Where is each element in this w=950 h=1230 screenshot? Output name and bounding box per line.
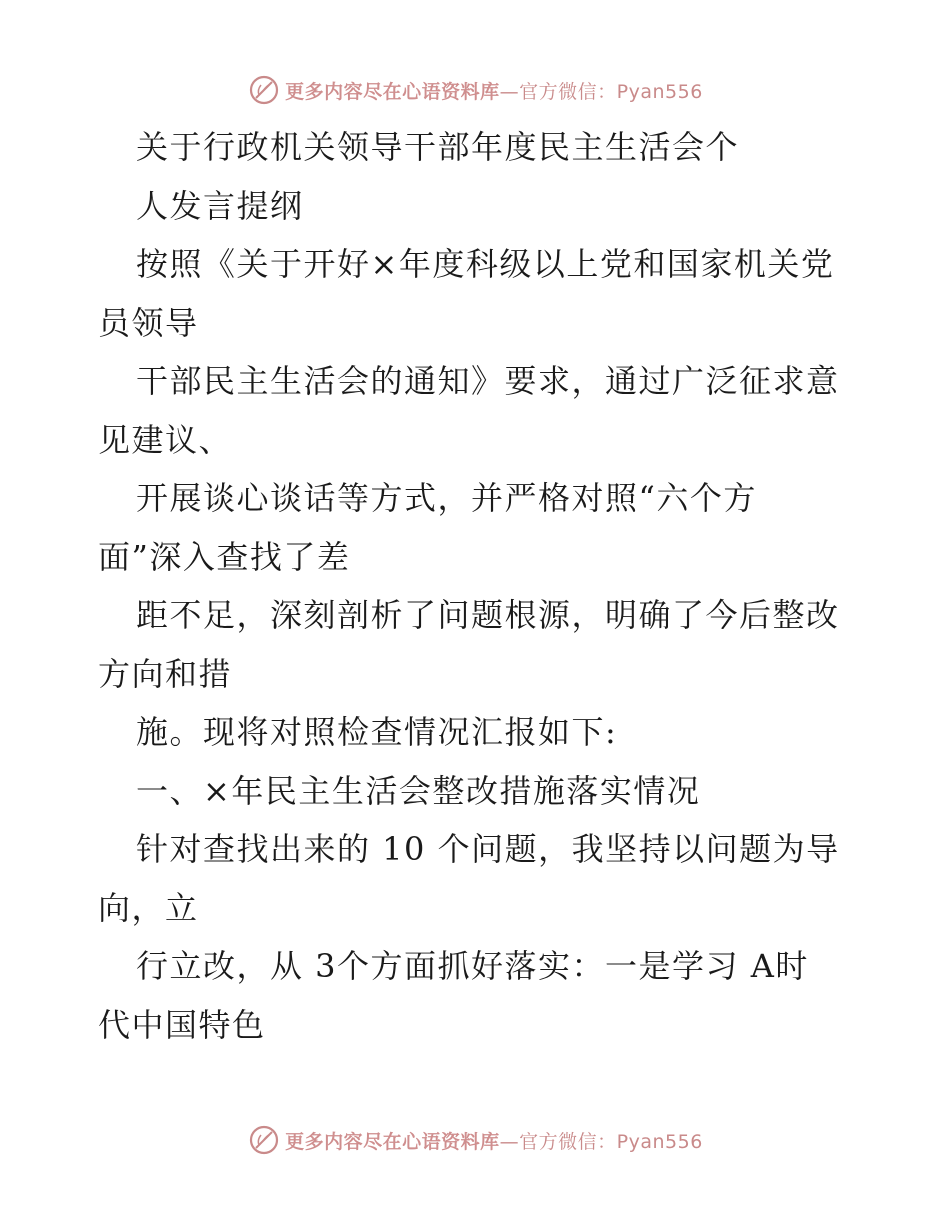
watermark-sub-text: —官方微信：Pyan556 xyxy=(499,1130,703,1153)
watermark-main-text: 更多内容尽在心语资料库 xyxy=(285,80,500,103)
text-line: 向，立 xyxy=(98,888,199,927)
text-line: 行立改，从 3个方面抓好落实：一是学习 A时 xyxy=(136,947,809,985)
text-line: 代中国特色 xyxy=(98,1005,266,1044)
watermark-main-text: 更多内容尽在心语资料库 xyxy=(285,1130,500,1153)
text-line: 针对查找出来的 10 个问题，我坚持以问题为导 xyxy=(136,830,840,868)
text-line: 方向和措 xyxy=(98,654,233,693)
footer-watermark xyxy=(0,1120,950,1160)
text-line: 见建议、 xyxy=(98,420,233,459)
watermark-sub-text: —官方微信：Pyan556 xyxy=(499,80,703,103)
text-line: 员领导 xyxy=(98,303,199,342)
text-line: 关于行政机关领导干部年度民主生活会个 xyxy=(136,128,740,166)
text-line: 人发言提纲 xyxy=(136,186,304,225)
text-line: 距不足，深刻剖析了问题根源，明确了今后整改 xyxy=(136,596,840,634)
header-watermark xyxy=(0,70,950,110)
text-line: 施。现将对照检查情况汇报如下: xyxy=(136,713,618,751)
feather-seal-icon xyxy=(247,73,281,107)
text-line: 开展谈心谈话等方式，并严格对照“六个方 xyxy=(136,479,757,517)
text-line: 干部民主生活会的通知》要求，通过广泛征求意 xyxy=(136,362,840,400)
feather-seal-icon xyxy=(247,1123,281,1157)
text-line: 面”深入查找了差 xyxy=(98,537,351,576)
document-body xyxy=(98,118,858,1054)
text-line: 按照《关于开好×年度科级以上党和国家机关党 xyxy=(136,245,835,283)
text-line: 一、×年民主生活会整改措施落实情况 xyxy=(136,771,701,810)
